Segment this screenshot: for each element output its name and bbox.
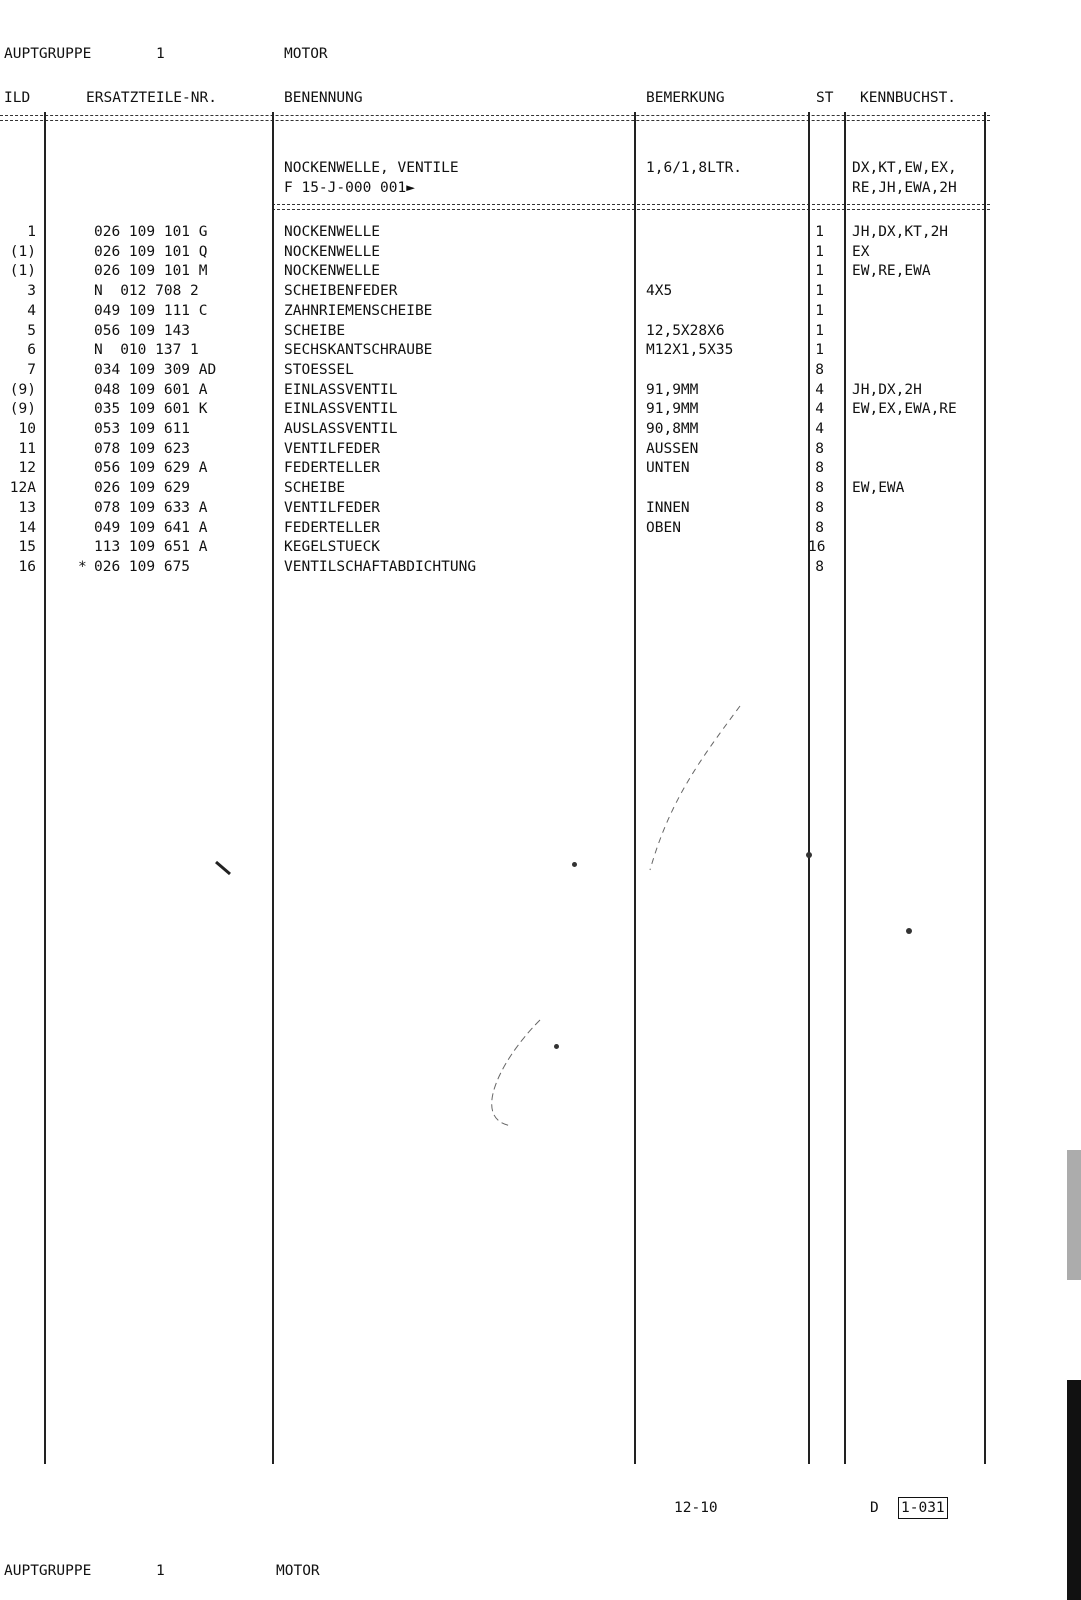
- row-bild: 12: [18, 460, 36, 477]
- section-subtitle: F 15-J-000 001►: [284, 180, 415, 196]
- row-kennbuchst: EW,EX,EWA,RE: [852, 401, 957, 418]
- row-part-number: 026 109 101 Q: [94, 243, 208, 260]
- row-part-number: 049 109 641 A: [94, 519, 208, 536]
- row-bemerkung: 91,9MM: [646, 401, 699, 418]
- row-part-number: N 012 708 2: [94, 283, 199, 300]
- row-bild: (1): [9, 263, 36, 280]
- row-bild: 4: [27, 302, 36, 319]
- row-benennung: AUSLASSVENTIL: [284, 421, 398, 437]
- row-bemerkung: UNTEN: [646, 460, 690, 477]
- row-benennung: VENTILFEDER: [284, 499, 381, 516]
- row-part-number: 034 109 309 AD: [94, 361, 217, 378]
- row-benennung: SCHEIBENFEDER: [284, 283, 398, 300]
- row-part-number: 026 109 675: [94, 558, 191, 575]
- row-quantity: 8: [815, 519, 824, 536]
- group-number: 1: [156, 1563, 165, 1579]
- row-bild: (9): [9, 381, 36, 398]
- row-part-number: 056 109 629 A: [94, 460, 208, 477]
- section-bemerkung: 1,6/1,8LTR.: [646, 160, 743, 176]
- row-benennung: EINLASSVENTIL: [284, 401, 398, 418]
- row-bemerkung: 12,5X28X6: [646, 322, 725, 339]
- row-kennbuchst: JH,DX,2H: [852, 381, 922, 398]
- row-part-number: 026 109 629: [94, 480, 191, 497]
- row-quantity: 8: [815, 499, 824, 516]
- row-quantity: 4: [815, 381, 824, 398]
- group-number: 1: [156, 46, 165, 62]
- column-header-bild: ILD: [4, 90, 31, 106]
- row-bild: 10: [18, 421, 36, 437]
- row-part-number: 035 109 601 K: [94, 401, 208, 418]
- row-benennung: KEGELSTUECK: [284, 539, 381, 556]
- row-bild: 12A: [9, 480, 36, 497]
- row-part-number: 053 109 611: [94, 421, 191, 437]
- row-part-number: 078 109 633 A: [94, 499, 208, 516]
- page-number: 12-10: [674, 1500, 718, 1516]
- row-bild: 6: [27, 342, 36, 359]
- row-benennung: STOESSEL: [284, 361, 354, 378]
- row-benennung: EINLASSVENTIL: [284, 381, 398, 398]
- row-part-number: N 010 137 1: [94, 342, 199, 359]
- row-bild: (9): [9, 401, 36, 418]
- section-title: NOCKENWELLE, VENTILE: [284, 160, 459, 176]
- column-header-kennbuchst: KENNBUCHST.: [860, 90, 957, 106]
- row-bild: 1: [27, 224, 36, 240]
- row-quantity: 8: [815, 460, 824, 477]
- row-bemerkung: OBEN: [646, 519, 681, 536]
- row-quantity: 8: [815, 440, 824, 457]
- row-part-number: 056 109 143: [94, 322, 191, 339]
- language-code: D: [870, 1500, 879, 1516]
- row-kennbuchst: EX: [852, 243, 870, 260]
- group-label: AUPTGRUPPE: [4, 46, 92, 62]
- row-quantity: 1: [815, 243, 824, 260]
- row-quantity: 4: [815, 421, 824, 437]
- group-name: MOTOR: [276, 1563, 320, 1579]
- row-quantity: 8: [815, 480, 824, 497]
- row-benennung: VENTILSCHAFTABDICHTUNG: [284, 558, 477, 575]
- row-part-number: 113 109 651 A: [94, 539, 208, 556]
- row-benennung: SCHEIBE: [284, 480, 346, 497]
- row-kennbuchst: EW,RE,EWA: [852, 263, 931, 280]
- row-bild: 7: [27, 361, 36, 378]
- row-benennung: ZAHNRIEMENSCHEIBE: [284, 302, 433, 319]
- row-bild: 11: [18, 440, 36, 457]
- row-bild: 15: [18, 539, 36, 556]
- row-quantity: 1: [815, 224, 824, 240]
- row-benennung: SCHEIBE: [284, 322, 346, 339]
- row-kennbuchst: JH,DX,KT,2H: [852, 224, 949, 240]
- row-bemerkung: AUSSEN: [646, 440, 699, 457]
- row-quantity: 4: [815, 401, 824, 418]
- row-bemerkung: 4X5: [646, 283, 673, 300]
- row-benennung: VENTILFEDER: [284, 440, 381, 457]
- row-bild: 16: [18, 558, 36, 575]
- row-part-number: 026 109 101 M: [94, 263, 208, 280]
- row-quantity: 1: [815, 322, 824, 339]
- row-bild: 14: [18, 519, 36, 536]
- row-benennung: NOCKENWELLE: [284, 224, 381, 240]
- row-quantity: 1: [815, 342, 824, 359]
- row-marker: *: [78, 558, 87, 575]
- row-quantity: 16: [808, 539, 826, 556]
- column-header-benennung: BENENNUNG: [284, 90, 363, 106]
- section-kennbuchst: DX,KT,EW,EX,: [852, 160, 957, 176]
- row-part-number: 048 109 601 A: [94, 381, 208, 398]
- row-bemerkung: INNEN: [646, 499, 690, 516]
- row-benennung: FEDERTELLER: [284, 460, 381, 477]
- row-part-number: 078 109 623: [94, 440, 191, 457]
- section-kennbuchst: RE,JH,EWA,2H: [852, 180, 957, 196]
- row-quantity: 8: [815, 361, 824, 378]
- row-bemerkung: 91,9MM: [646, 381, 699, 398]
- row-bemerkung: M12X1,5X35: [646, 342, 734, 359]
- row-bild: (1): [9, 243, 36, 260]
- row-benennung: NOCKENWELLE: [284, 263, 381, 280]
- row-bemerkung: 90,8MM: [646, 421, 699, 437]
- row-quantity: 1: [815, 302, 824, 319]
- row-benennung: FEDERTELLER: [284, 519, 381, 536]
- row-bild: 3: [27, 283, 36, 300]
- row-quantity: 8: [815, 558, 824, 575]
- catalog-code: 1-031: [898, 1497, 948, 1519]
- group-label: AUPTGRUPPE: [4, 1563, 92, 1579]
- row-part-number: 026 109 101 G: [94, 224, 208, 240]
- row-quantity: 1: [815, 263, 824, 280]
- row-quantity: 1: [815, 283, 824, 300]
- row-bild: 13: [18, 499, 36, 516]
- row-part-number: 049 109 111 C: [94, 302, 208, 319]
- group-name: MOTOR: [284, 46, 328, 62]
- row-bild: 5: [27, 322, 36, 339]
- column-header-bemerkung: BEMERKUNG: [646, 90, 725, 106]
- column-header-ersatzteile-nr: ERSATZTEILE-NR.: [86, 90, 217, 106]
- row-benennung: NOCKENWELLE: [284, 243, 381, 260]
- row-benennung: SECHSKANTSCHRAUBE: [284, 342, 433, 359]
- row-kennbuchst: EW,EWA: [852, 480, 905, 497]
- column-header-st: ST: [816, 90, 834, 106]
